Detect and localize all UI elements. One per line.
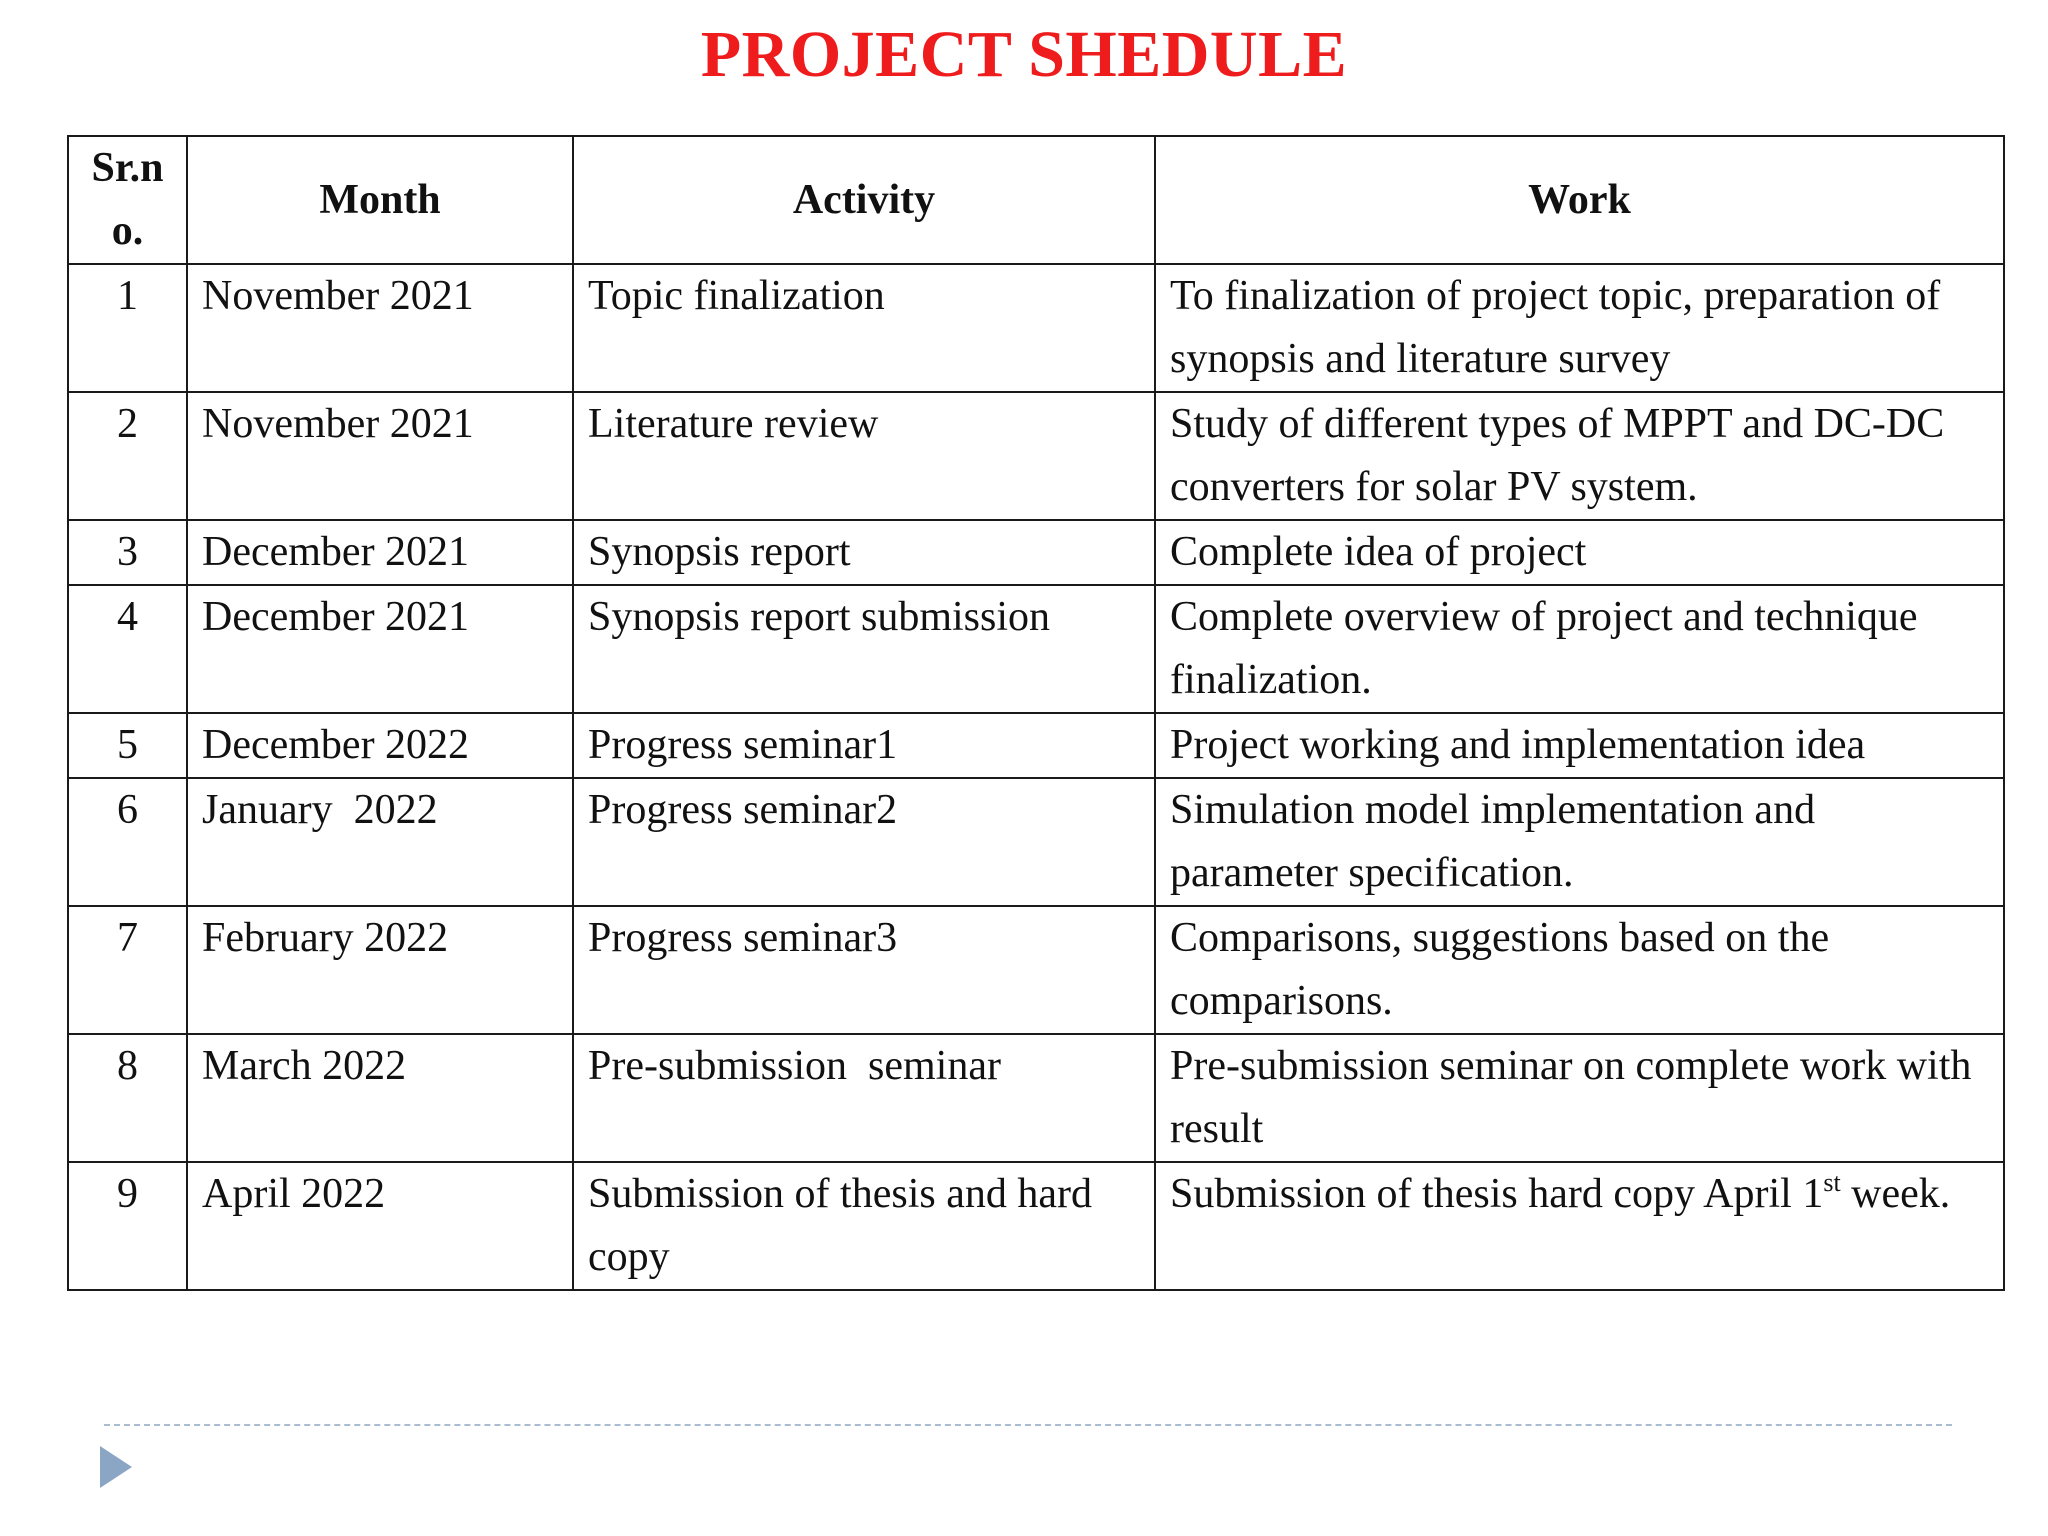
cell-sr: 6 xyxy=(68,778,187,906)
cell-activity: Synopsis report submission xyxy=(573,585,1155,713)
ordinal-suffix: st xyxy=(1823,1168,1841,1197)
cell-month: January 2022 xyxy=(187,778,573,906)
table-row xyxy=(68,520,2004,585)
schedule-table xyxy=(67,135,2005,1291)
table-row xyxy=(68,585,2004,713)
table-row xyxy=(68,778,2004,906)
table-row xyxy=(68,264,2004,392)
table-row xyxy=(68,713,2004,778)
cell-work: Pre-submission seminar on complete work with result xyxy=(1155,1034,2004,1162)
cell-month: December 2021 xyxy=(187,585,573,713)
cell-work-text-end: week. xyxy=(1840,1171,1951,1217)
cell-sr: 3 xyxy=(68,520,187,585)
cell-sr: 2 xyxy=(68,392,187,520)
page-title: PROJECT SHEDULE xyxy=(700,18,1348,91)
header-work: Work xyxy=(1155,136,2004,264)
cell-work: Complete overview of project and technique finalization. xyxy=(1155,585,2004,713)
cell-month: December 2021 xyxy=(187,520,573,585)
cell-work: Simulation model implementation and parameter specification. xyxy=(1155,778,2004,906)
cell-work: Comparisons, suggestions based on the comparisons. xyxy=(1155,906,2004,1034)
cell-work: Study of different types of MPPT and DC-DC converters for solar PV system. xyxy=(1155,392,2004,520)
cell-month: April 2022 xyxy=(187,1162,573,1290)
cell-activity: Progress seminar1 xyxy=(573,713,1155,778)
cell-work: To finalization of project topic, preparation of synopsis and literature survey xyxy=(1155,264,2004,392)
cell-activity: Submission of thesis and hard copy xyxy=(573,1162,1155,1290)
cell-activity: Synopsis report xyxy=(573,520,1155,585)
play-arrow-icon xyxy=(100,1446,132,1488)
header-month: Month xyxy=(187,136,573,264)
cell-activity: Progress seminar3 xyxy=(573,906,1155,1034)
cell-month: November 2021 xyxy=(187,392,573,520)
cell-month: March 2022 xyxy=(187,1034,573,1162)
header-sr-no-line2: o. xyxy=(111,208,144,254)
cell-activity: Literature review xyxy=(573,392,1155,520)
cell-activity: Progress seminar2 xyxy=(573,778,1155,906)
header-sr-no xyxy=(68,136,187,264)
table-row xyxy=(68,906,2004,1034)
cell-sr: 1 xyxy=(68,264,187,392)
cell-sr: 7 xyxy=(68,906,187,1034)
cell-sr: 9 xyxy=(68,1162,187,1290)
header-activity: Activity xyxy=(573,136,1155,264)
cell-work-text: Submission of thesis hard copy April 1 xyxy=(1170,1171,1824,1217)
table-row xyxy=(68,1162,2004,1290)
cell-sr: 8 xyxy=(68,1034,187,1162)
cell-work: Project working and implementation idea xyxy=(1155,713,2004,778)
table-row xyxy=(68,1034,2004,1162)
table-header-row xyxy=(68,136,2004,264)
footer-divider xyxy=(104,1424,1952,1426)
cell-work: Complete idea of project xyxy=(1155,520,2004,585)
cell-work xyxy=(1155,1162,2004,1290)
cell-sr: 4 xyxy=(68,585,187,713)
table-row xyxy=(68,392,2004,520)
cell-sr: 5 xyxy=(68,713,187,778)
cell-activity: Pre-submission seminar xyxy=(573,1034,1155,1162)
cell-activity: Topic finalization xyxy=(573,264,1155,392)
cell-month: November 2021 xyxy=(187,264,573,392)
cell-month: February 2022 xyxy=(187,906,573,1034)
cell-month: December 2022 xyxy=(187,713,573,778)
header-sr-no-line1: Sr.n xyxy=(91,145,164,191)
